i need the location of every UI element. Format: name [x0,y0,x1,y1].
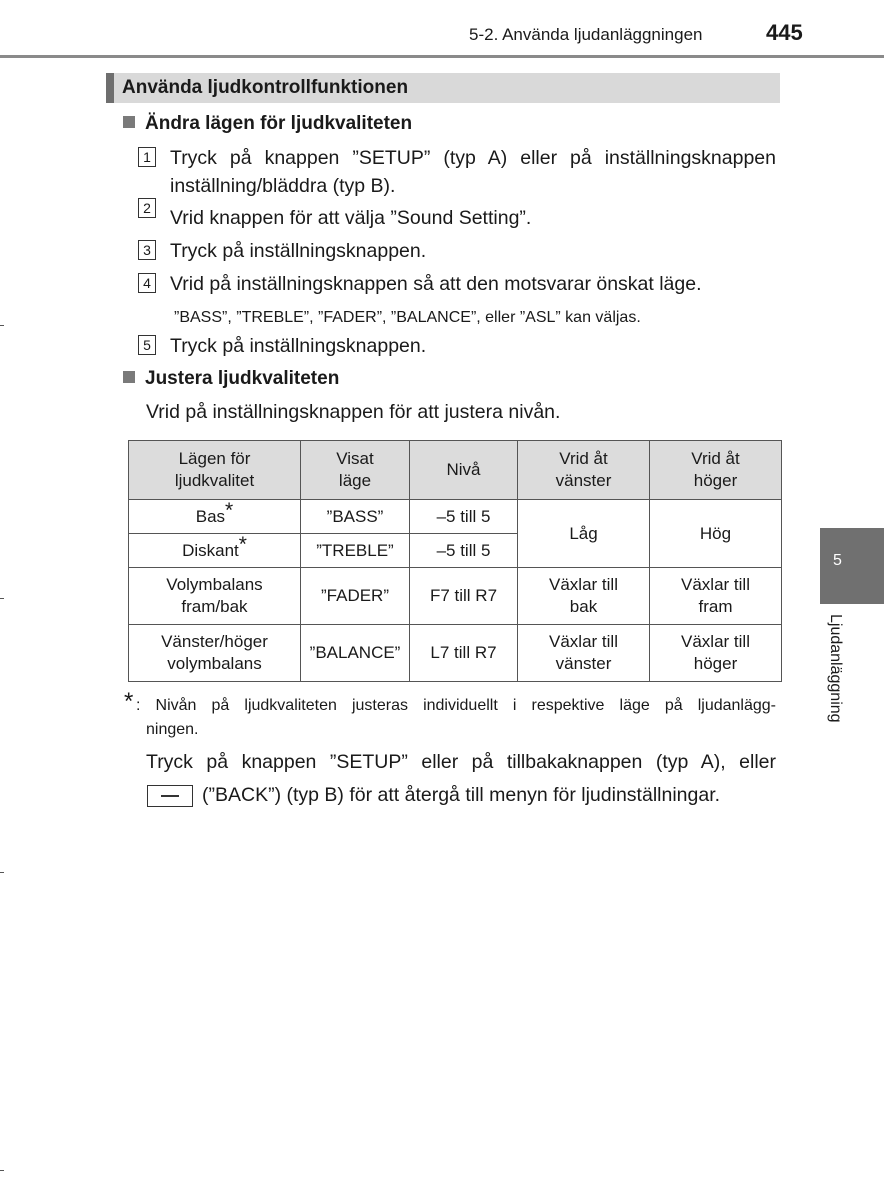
asterisk-marker: * [225,498,234,522]
table-cell-display: ”BALANCE” [301,625,410,682]
closing-text: Tryck på knappen ”SETUP” eller på tillbakaknappen (typ A), eller [146,751,776,773]
table-header-cell: Nivå [410,441,518,500]
square-bullet-icon [123,371,135,383]
section-bar [106,73,780,103]
table-header-cell: Lägen för ljudkvalitet [129,441,301,500]
margin-tick [0,325,4,326]
table-cell-right: Hög [650,500,782,568]
table-cell-left: Växlar till vänster [518,625,650,682]
table-cell-display: ”BASS” [301,500,410,534]
table-cell-right: Växlar till fram [650,568,782,625]
table-header-cell: Vrid åt vänster [518,441,650,500]
back-button-icon [147,785,193,807]
table-cell-display: ”TREBLE” [301,534,410,568]
table-cell-level: F7 till R7 [410,568,518,625]
section-title: Använda ljudkontrollfunktionen [122,77,409,98]
asterisk-marker: * [238,532,247,556]
step-text: Vrid på inställningsknappen så att den motsvarar önskat läge. [170,273,702,295]
step-text-continued: inställning/bläddra (typ B). [170,175,396,197]
sound-settings-table [128,440,782,682]
sub-heading-adjust [123,368,339,390]
footnote-line: ningen. [146,721,199,738]
table-cell-mode: Bas* [129,500,301,534]
step-text: Vrid knappen för att välja ”Sound Setting”. [170,207,532,229]
step-text: Tryck på inställningsknappen. [170,335,427,357]
table-cell-mode: Volymbalans fram/bak [129,568,301,625]
table-row [129,625,782,682]
table-cell-level: L7 till R7 [410,625,518,682]
step-number: 2 [138,198,156,218]
page-number: 445 [766,20,803,45]
table-cell-left: Låg [518,500,650,568]
step-text: Tryck på inställningsknappen. [170,240,427,262]
sub-heading-label: Ändra lägen för ljudkvaliteten [145,113,413,134]
table-cell-mode: Vänster/höger volymbalans [129,625,301,682]
step-text: Tryck på knappen ”SETUP” (typ A) eller på inställningsknappen [170,147,776,169]
square-bullet-icon [123,116,135,128]
chapter-label: Ljudanläggning [827,614,844,723]
table-cell-level: –5 till 5 [410,500,518,534]
table-row [129,568,782,625]
step-number: 1 [138,147,156,167]
sub-heading-label: Justera ljudkvaliteten [145,368,340,389]
table-cell-left: Växlar till bak [518,568,650,625]
chapter-tab [820,528,884,604]
table-header-row [129,441,782,500]
footnote-marker: * [124,688,134,715]
footnote-line: : Nivån på ljudkvaliteten justeras individuellt i respektive läge på ljudanlägg- [136,697,776,714]
margin-tick [0,1170,4,1171]
closing-text-continued: (”BACK”) (typ B) för att återgå till menyn för ljudinställningar. [202,784,721,806]
table-cell-mode: Diskant* [129,534,301,568]
step-number: 3 [138,240,156,260]
step-note: ”BASS”, ”TREBLE”, ”FADER”, ”BALANCE”, eller ”ASL” kan väljas. [174,309,641,326]
table-row [129,500,782,534]
table-cell-level: –5 till 5 [410,534,518,568]
header-rule [0,55,884,58]
table-cell-right: Växlar till höger [650,625,782,682]
step-number: 4 [138,273,156,293]
margin-tick [0,598,4,599]
margin-tick [0,872,4,873]
header-section-title: 5-2. Använda ljudanläggningen [469,25,703,44]
step-number: 5 [138,335,156,355]
table-header-cell: Vrid åt höger [650,441,782,500]
table-cell-display: ”FADER” [301,568,410,625]
footnote [136,694,776,742]
table-header-cell: Visat läge [301,441,410,500]
sub-heading-mode-change [123,113,412,135]
chapter-number: 5 [833,552,842,569]
adjust-text: Vrid på inställningsknappen för att justera nivån. [146,401,561,423]
